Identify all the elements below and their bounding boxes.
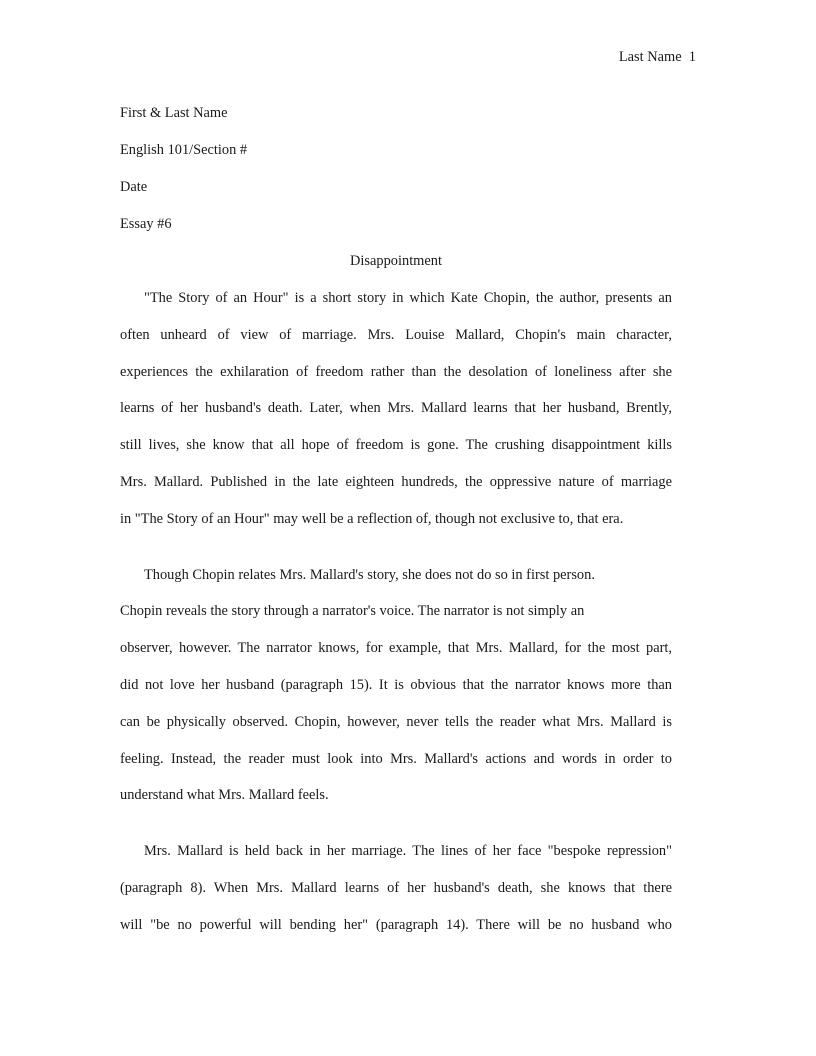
paragraph-line: observer, however. The narrator knows, for example, that Mrs. Mallard, for the most part, bbox=[120, 640, 672, 657]
paragraph-line: can be physically observed. Chopin, however, never tells the reader what Mrs. Mallard is bbox=[120, 713, 672, 730]
paragraph-line: Chopin reveals the story through a narrator's voice. The narrator is not simply an bbox=[120, 603, 585, 620]
date-line: Date bbox=[120, 179, 148, 195]
paragraph-2 bbox=[120, 557, 672, 815]
course-section: English 101/Section # bbox=[120, 142, 248, 158]
essay-title: Disappointment bbox=[350, 253, 442, 269]
paragraph-line: feeling. Instead, the reader must look into Mrs. Mallard's actions and words in order to bbox=[120, 750, 672, 767]
student-name: First & Last Name bbox=[120, 105, 228, 121]
paragraph-1 bbox=[120, 280, 672, 538]
paragraph-line: "The Story of an Hour" is a short story in which Kate Chopin, the author, presents an bbox=[144, 290, 672, 306]
essay-number: Essay #6 bbox=[120, 216, 172, 232]
paragraph-3 bbox=[120, 833, 672, 943]
document-body bbox=[120, 95, 672, 944]
paragraph-line: (paragraph 8). When Mrs. Mallard learns of her husband's death, she knows that there bbox=[120, 879, 672, 896]
paragraph-line: experiences the exhilaration of freedom rather than the desolation of loneliness after she bbox=[120, 363, 672, 380]
paragraph-line: will "be no powerful will bending her" (paragraph 14). There will be no husband who bbox=[120, 916, 672, 933]
heading-block bbox=[120, 95, 672, 243]
paragraph-line: Mrs. Mallard. Published in the late eighteen hundreds, the oppressive nature of marriage bbox=[120, 473, 672, 490]
paragraph-line: learns of her husband's death. Later, when Mrs. Mallard learns that her husband, Brently, bbox=[120, 400, 672, 417]
paragraph-line: Though Chopin relates Mrs. Mallard's story, she does not do so in first person. bbox=[144, 566, 595, 583]
paragraph-line: Mrs. Mallard is held back in her marriage. The lines of her face "bespoke repression" bbox=[144, 843, 672, 860]
paragraph-line: did not love her husband (paragraph 15). It is obvious that the narrator knows more than bbox=[120, 676, 672, 693]
paragraph-line: often unheard of view of marriage. Mrs. Louise Mallard, Chopin's main character, bbox=[120, 326, 672, 343]
paragraph-line: still lives, she know that all hope of freedom is gone. The crushing disappointment kills bbox=[120, 437, 672, 454]
paragraph-line: in "The Story of an Hour" may well be a reflection of, though not exclusive to, that era. bbox=[120, 510, 624, 527]
paragraph-line: understand what Mrs. Mallard feels. bbox=[120, 787, 329, 804]
running-head: Last Name 1 bbox=[618, 49, 696, 65]
